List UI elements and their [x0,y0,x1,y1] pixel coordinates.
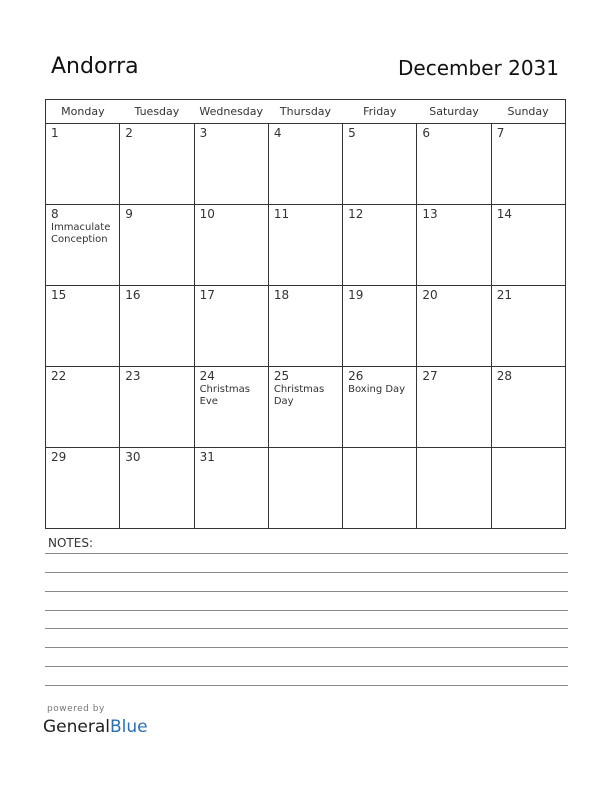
week-row [46,205,566,286]
weekday-header: Tuesday [120,100,194,124]
holiday-label: Christmas Eve [199,384,250,407]
day-number: 25 [273,369,290,383]
day-cell [194,448,268,529]
day-cell [417,286,491,367]
weekday-header: Saturday [417,100,491,124]
week-row [46,367,566,448]
day-cell [46,367,120,448]
day-number: 16 [125,288,141,302]
day-number: 28 [496,369,512,383]
day-cell [120,205,194,286]
day-number: 1 [51,126,59,140]
holiday-label: Christmas Day [273,384,325,407]
day-number: 8 [51,207,59,221]
day-cell [268,367,342,448]
week-row [46,124,566,205]
day-number: 20 [422,288,438,302]
day-cell [268,205,342,286]
note-line [45,591,568,592]
day-cell [343,367,417,448]
day-number: 5 [348,126,356,140]
day-cell [491,124,565,205]
day-cell [491,367,565,448]
day-cell [120,124,194,205]
note-line [45,628,568,629]
day-cell [491,205,565,286]
day-cell [194,286,268,367]
day-number: 2 [125,126,133,140]
day-number: 6 [422,126,431,140]
day-cell [343,124,417,205]
day-number: 18 [273,288,290,302]
brand-blue: Blue [110,717,148,737]
weekday-header: Friday [343,100,417,124]
day-cell [268,448,342,529]
day-number: 24 [199,369,215,383]
day-cell [46,205,120,286]
note-line [45,685,568,686]
powered-by-text: powered by [47,704,105,714]
day-number: 11 [273,207,290,221]
day-cell [46,448,120,529]
day-cell [417,124,491,205]
day-number: 19 [348,288,364,302]
holiday-label: Boxing Day [348,384,406,395]
week-row [46,448,566,529]
note-line [45,553,568,554]
day-number: 4 [273,126,282,140]
calendar-grid [45,99,566,529]
day-number: 30 [125,450,141,464]
day-number: 26 [348,369,364,383]
day-cell [491,286,565,367]
weekday-header: Sunday [491,100,565,124]
day-number: 14 [496,207,512,221]
day-cell [491,448,565,529]
note-line [45,666,568,667]
day-number: 31 [199,450,215,464]
day-number: 15 [51,288,67,302]
day-number: 3 [199,126,208,140]
day-number: 22 [51,369,67,383]
country-title: Andorra [51,54,139,79]
day-number: 13 [422,207,438,221]
day-number: 9 [125,207,133,221]
day-number: 17 [199,288,215,302]
day-number: 21 [496,288,512,302]
day-cell [120,448,194,529]
generalblue-logo[interactable] [43,717,148,737]
note-line [45,647,568,648]
day-number: 12 [348,207,364,221]
day-cell [417,367,491,448]
weekday-header: Thursday [268,100,342,124]
day-cell [194,367,268,448]
day-cell [46,124,120,205]
day-cell [268,124,342,205]
brand-general: General [43,717,110,737]
day-cell [343,448,417,529]
day-number: 10 [199,207,215,221]
weekday-header: Monday [46,100,120,124]
day-cell [417,448,491,529]
day-number: 27 [422,369,438,383]
day-cell [194,124,268,205]
day-cell [343,205,417,286]
note-line [45,610,568,611]
day-cell [417,205,491,286]
day-number: 7 [496,126,505,140]
day-number: 23 [125,369,141,383]
day-cell [268,286,342,367]
day-cell [46,286,120,367]
weekday-header: Wednesday [194,100,268,124]
weekday-header-row [46,100,566,124]
day-cell [194,205,268,286]
week-row [46,286,566,367]
month-title: December 2031 [398,56,559,80]
notes-label: NOTES: [48,536,93,550]
day-cell [120,286,194,367]
holiday-label: Immaculate Conception [51,222,111,245]
day-cell [120,367,194,448]
day-number: 29 [51,450,67,464]
day-cell [343,286,417,367]
note-line [45,572,568,573]
